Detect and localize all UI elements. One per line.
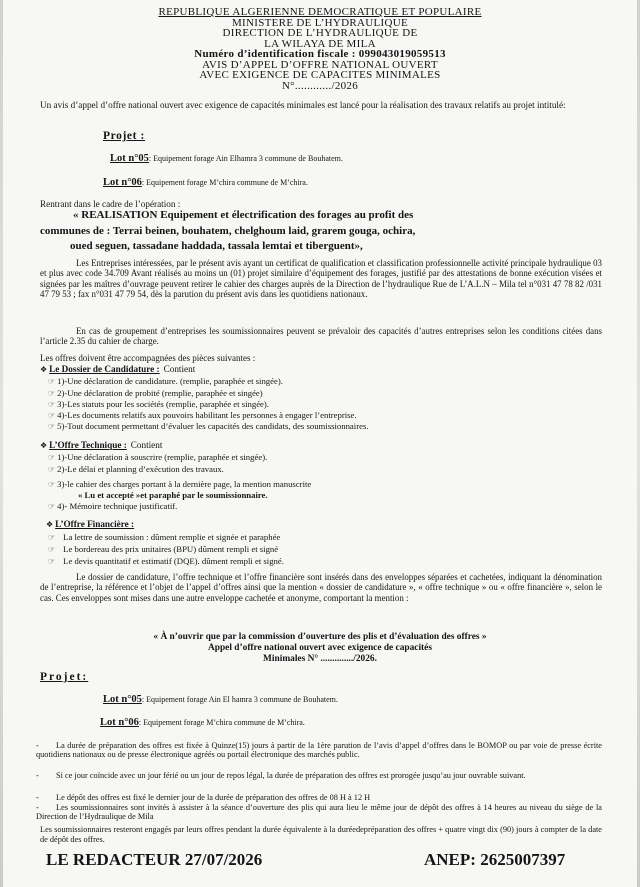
- dossier-candidature-tail: Contient: [163, 364, 196, 374]
- hand-pointer-icon: ☞: [48, 400, 56, 409]
- list-item-text: Le bordereau des prix unitaires (BPU) dûment rempli et signé: [63, 544, 279, 554]
- list-item: [48, 399, 269, 410]
- mention-line-2: Appel d’offre national ouvert avec exigence de capacités: [207, 643, 432, 653]
- intro-paragraph: Un avis d’appel d’offre national ouvert avec exigence de capacités minimales est lancé pour la réalisation des travaux relatifs au projet intitulé:: [40, 100, 566, 110]
- list-item: [48, 556, 284, 567]
- list-item-text: 4)-Les documents relatifs aux pouvoirs habilitant les personnes à engager l’entreprise.: [57, 410, 357, 420]
- list-item: [48, 544, 278, 555]
- grouping-paragraph: En cas de groupement d’entreprises les soumissionnaires peuvent se prévaloir des capacités d’autres entreprises selon les conditions citées dans l’article 2.35 du cahier de charge.: [40, 326, 602, 347]
- condition-text: La durée de préparation des offres est fixée à Quinze(15) jours à partir de la 1ère parution de l’avis d’appel d’offres dans le BOMOP ou par voie de presse écrite quotidiens nationaux ou de presse électronique agréés ou portail électronique des marchés public.: [36, 741, 602, 760]
- list-item: [48, 532, 280, 543]
- list-item-text: 4)- Mémoire technique justificatif.: [57, 501, 178, 511]
- hand-pointer-icon: ☞: [48, 502, 56, 511]
- hand-pointer-icon: ☞: [48, 557, 56, 566]
- dash-bullet-icon: -: [36, 793, 39, 802]
- condition-item: [36, 803, 602, 822]
- list-item-text: Le devis quantitatif et estimatif (DQE). dûment rempli et signé.: [63, 556, 284, 566]
- header-line-avis: AVIS D’APPEL D’OFFRE NATIONAL OUVERT: [202, 58, 438, 71]
- offre-financiere-heading: [46, 519, 134, 531]
- offre-technique-title: L’Offre Technique :: [49, 440, 127, 450]
- list-item-text: 1)-Une déclaration de candidature. (remplie, paraphée et singée).: [57, 376, 283, 386]
- footer-anep: ANEP: 2625007397: [424, 850, 566, 869]
- lot-05-label: Lot n°05: [110, 153, 149, 164]
- hand-pointer-icon: ☞: [48, 465, 56, 474]
- lot-06-text: : Equipement forage M’chira commune de M’chira.: [138, 718, 305, 727]
- list-item: [48, 388, 263, 399]
- dash-bullet-icon: -: [36, 803, 39, 812]
- project-lot-06-repeat: [100, 717, 305, 729]
- list-item: [48, 410, 357, 421]
- header-line-wilaya: LA WILAYA DE MILA: [264, 37, 376, 50]
- list-item: [48, 452, 267, 463]
- condition-text: Les soumissionnaires sont invités à assister à la séance d’ouverture des plis qui aura lieu le même jour de dépôt des offres à 14 heures au niveau du siège de la Direction de l’Hydraulique de Mila: [36, 803, 602, 822]
- offre-technique-heading: [40, 440, 162, 452]
- project-lot-05-repeat: [103, 694, 338, 706]
- offre-technique-tail: Contient: [130, 440, 163, 450]
- lot-06-text: : Equipement forage M’chira commune de M’chira.: [141, 178, 308, 187]
- four-diamond-icon: ❖: [40, 441, 48, 450]
- scan-edge-left: [0, 0, 3, 887]
- lot-05-text: : Equipement forage Ain El hamra 3 commune de Bouhatem.: [141, 695, 338, 704]
- header-line-number: N°............/2026: [281, 79, 359, 92]
- condition-text: Le dépôt des offres est fixé le dernier jour de la durée de préparation des offres de 08 H à 12 H: [56, 793, 371, 802]
- header-line-republic: REPUBLIQUE ALGERIENNE DEMOCRATIQUE ET POPULAIRE: [158, 6, 482, 18]
- list-item: [48, 479, 311, 490]
- validity-paragraph: Les soumissionnaires resteront engagés par leurs offres pendant la durée équivalente à la duréedepréparation des offres + quatre vingt dix (90) jours à compter de la date de dépôt des offres.: [40, 825, 602, 844]
- eligibility-paragraph: Les Entreprises intéressées, par le présent avis ayant un certificat de qualification et classification professionnelle activité principale hydraulique 03 et plus avec code 34.709 Avant réalisés au moins un (01) projet similaire d’équipement des forages, justifié par des attestations de bonne exécution visées et signées par les maîtres d’ouvrage peuvent retirer le cahier des charges auprès de la Direction de l’hydraulique Rue de L’A.L.N – Mila tel n°031 47 78 82 /031 47 79 53 ; fax n°031 47 79 54, dès la parution du présent avis dans les quotidiens nationaux.: [40, 258, 602, 300]
- hand-pointer-icon: ☞: [48, 389, 56, 398]
- header-line-direction: DIRECTION DE L’HYDRAULIQUE DE: [222, 27, 418, 39]
- hand-pointer-icon: ☞: [48, 480, 56, 489]
- offers-lead: Les offres doivent être accompagnées des pièces suivantes :: [40, 353, 256, 363]
- hand-pointer-icon: ☞: [48, 453, 56, 462]
- mention-line-3: Minimales N° ............../2026.: [263, 654, 377, 664]
- project-label: Projet :: [103, 130, 145, 142]
- document-header: [40, 7, 600, 91]
- project-lot-06: [103, 177, 308, 189]
- dossier-candidature-title: Le Dossier de Candidature :: [49, 364, 160, 374]
- lot-05-text: : Equipement forage Ain Elhamra 3 commune de Bouhatem.: [148, 154, 343, 163]
- project-lot-05: [110, 153, 343, 165]
- dash-bullet-icon: -: [36, 741, 39, 750]
- offre-financiere-title: L’Offre Financière :: [55, 519, 135, 529]
- operation-lead: Rentrant dans le cadre de l’opération :: [40, 199, 181, 209]
- hand-pointer-icon: ☞: [48, 533, 56, 542]
- footer-redacteur: LE REDACTEUR 27/07/2026: [46, 850, 263, 869]
- list-item: [48, 464, 224, 475]
- list-item: [48, 421, 369, 432]
- list-item-text: 5)-Tout document permettant d’évaluer les capacités des candidats, des soumissionnaires.: [57, 421, 369, 431]
- envelopes-paragraph: Le dossier de candidature, l’offre technique et l’offre financière sont insérés dans des enveloppes séparées et cachetées, indiquant la dénomination de l’entreprise, la référence et l’objet de l’appel d’offres ainsi que la mention « dossier de candidature », « offre technique » ou « offre financière », selon le cas. Ces enveloppes sont mises dans une autre enveloppe cachetée et anonyme, comportant la mention :: [40, 572, 602, 603]
- dossier-candidature-heading: [40, 364, 195, 376]
- list-item: [48, 376, 283, 387]
- condition-text: Si ce jour coïncide avec un jour férié ou un jour de repos légal, la durée de préparation des offres est prorogée jusqu’au jour ouvrable suivant.: [56, 771, 526, 780]
- header-line-exigence: AVEC EXIGENCE DE CAPACITES MINIMALES: [199, 69, 441, 81]
- mention-block: [40, 632, 600, 665]
- four-diamond-icon: ❖: [46, 520, 54, 529]
- lot-05-label: Lot n°05: [103, 694, 142, 705]
- lot-06-label: Lot n°06: [100, 717, 139, 728]
- list-item-text: 3)-Les statuts pour les sociétés (remplie, paraphée et singée).: [57, 399, 269, 409]
- list-item: [48, 501, 177, 512]
- condition-item: [36, 741, 602, 760]
- list-item-text: La lettre de soumission : dûment remplie et signée et paraphée: [63, 532, 281, 542]
- condition-item: [36, 793, 602, 802]
- project-label-repeat: Projet:: [40, 671, 89, 683]
- condition-item: [36, 771, 602, 780]
- list-item-continuation: « Lu et accepté »et paraphé par le soumissionnaire.: [78, 490, 268, 500]
- list-item-text: 2)-Le délai et planning d’exécution des travaux.: [57, 464, 224, 474]
- mention-line-1: « À n’ouvrir que par la commission d’ouverture des plis et d’évaluation des offres »: [153, 632, 487, 642]
- header-line-nif: Numéro d’identification fiscale : 099043019059513: [194, 48, 446, 60]
- list-item-text: 2)-Une déclaration de probité (remplie, paraphée et singée): [57, 388, 263, 398]
- dash-bullet-icon: -: [36, 771, 39, 780]
- list-item-text: 3)-le cahier des charges portant à la dernière page, la mention manuscrite: [57, 479, 312, 489]
- hand-pointer-icon: ☞: [48, 411, 56, 420]
- lot-06-label: Lot n°06: [103, 177, 142, 188]
- hand-pointer-icon: ☞: [48, 377, 56, 386]
- hand-pointer-icon: ☞: [48, 545, 56, 554]
- header-line-ministry: MINISTERE DE L’HYDRAULIQUE: [231, 16, 409, 29]
- operation-line-2: communes de : Terrai beinen, bouhatem, chelghoum laid, grarem gouga, ochira,: [40, 225, 416, 237]
- list-item-text: 1)-Une déclaration à souscrire (remplie, paraphée et singée).: [57, 452, 268, 462]
- operation-line-1: « REALISATION Equipement et électrification des forages au profit des: [73, 209, 414, 221]
- four-diamond-icon: ❖: [40, 365, 48, 374]
- hand-pointer-icon: ☞: [48, 422, 56, 431]
- operation-line-3: oued seguen, tassadane haddada, tassala lemtai et tiberguent»,: [70, 240, 363, 252]
